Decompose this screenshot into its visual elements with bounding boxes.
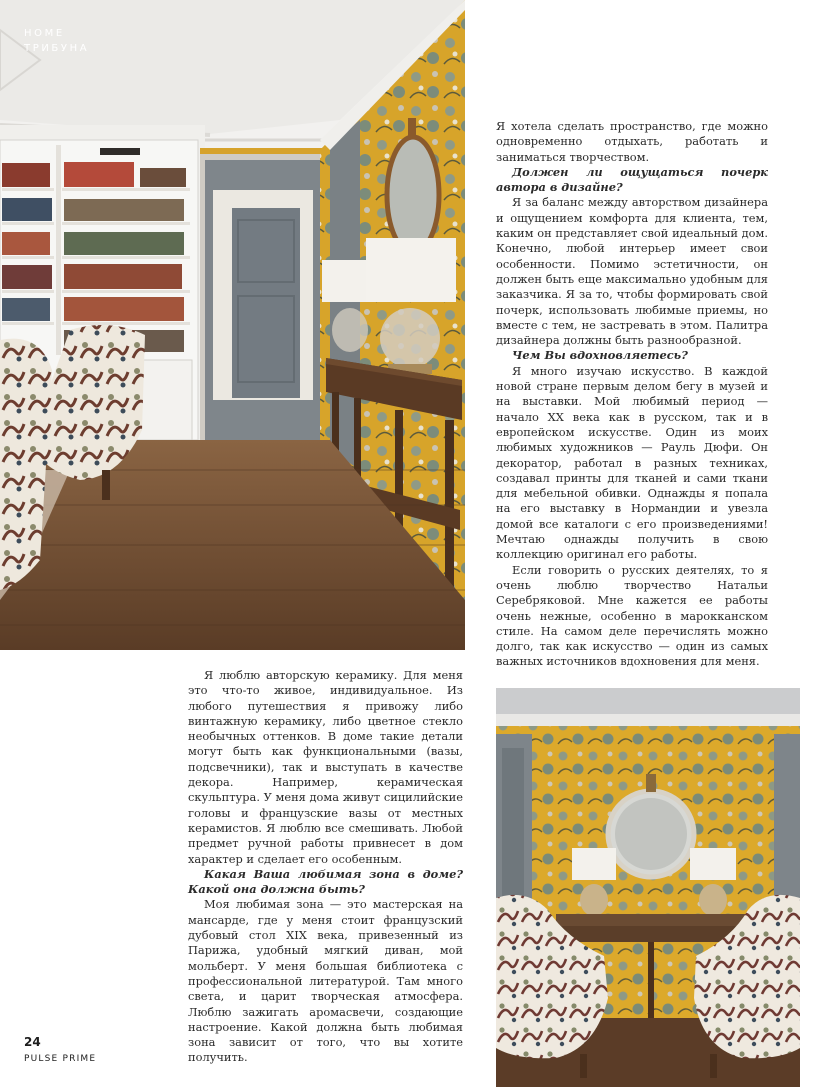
interview-question: Какая Ваша любимая зона в доме? Какой она должна быть? [188, 866, 463, 897]
console-armchairs-photo [496, 688, 800, 1087]
page-number: 24 [24, 1035, 41, 1049]
interview-question: Должен ли ощущаться почерк автора в дизайне? [496, 164, 768, 195]
article-column-right [496, 119, 768, 670]
interior-hallway-photo [0, 0, 465, 650]
interview-question: Чем Вы вдохновляетесь? [512, 348, 688, 363]
section-label [24, 26, 89, 56]
paragraph: Моя любимая зона — это мастерская на мансарде, где у меня стоит французский дубовый стол XIX века, привезенный из Парижа, удобный мягкий диван, мой мольберт. У меня большая библиотека с профессиональной литературой. Там много света, и царит творческая атмосфера. Люблю зажигать аромасвечи, создающие настроение. Какой должна быть любимая зона зависит от того, что вы хотите получить. [188, 897, 463, 1065]
section-label-tribune: ТРИБУНА [24, 43, 90, 54]
paragraph: Я много изучаю искусство. В каждой новой стране первым делом бегу в музей и на выставки. Мой любимый период — начало XX века как в русском, так и в европейском искусстве. Один из моих любимых художников — Рауль Дюфи. Он декоратор, работал в разных техниках, создавал принты для тканей и сами ткани для мебельной обивки. Однажды я попала на его выставку в Нормандии и увезла домой все каталоги с его произведениями! Мечтаю однажды получить в свою коллекцию оригинал его работы. [496, 363, 768, 562]
paragraph: Если говорить о русских деятелях, то я очень люблю творчество Натальи Серебряковой. Мне кажется ее работы очень нежные, особенно в марокканском стиле. На самом деле перечислять можно долго, так как искусство — один из самых важных источников вдохновения для меня. [496, 562, 768, 669]
paragraph: Я за баланс между авторством дизайнера и ощущением комфорта для клиента, тем, каким он представляет свой идеальный дом. Конечно, любой интерьер имеет свои особенности. Помимо эстетичности, он должен быть еще максимально удобным для заказчика. Я за то, чтобы формировать свой почерк, использовать любимые приемы, но вместе с тем, не застревать в этом. Палитра дизайнера должны быть разнообразной. [496, 195, 768, 348]
paragraph: Я люблю авторскую керамику. Для меня это что-то живое, индивидуальное. Из любого путешествия я привожу либо винтажную керамику, либо цветное стекло необычных оттенков. В доме такие детали могут быть как функциональными (вазы, подсвечники), так и выступать в качестве декора. Например, керамическая скульптура. У меня дома живут сицилийские головы и французские вазы от местных керамистов. Я люблю все смешивать. Любой предмет ручной работы привнесет в дом характер и сделает его особенным. [188, 668, 463, 866]
section-label-home: HOME [24, 28, 65, 39]
paragraph: Я хотела сделать пространство, где можно одновременно отдыхать, работать и заниматься творчеством. [496, 119, 768, 164]
article-column-left [188, 668, 463, 1066]
magazine-name: PULSE PRIME [24, 1054, 97, 1064]
